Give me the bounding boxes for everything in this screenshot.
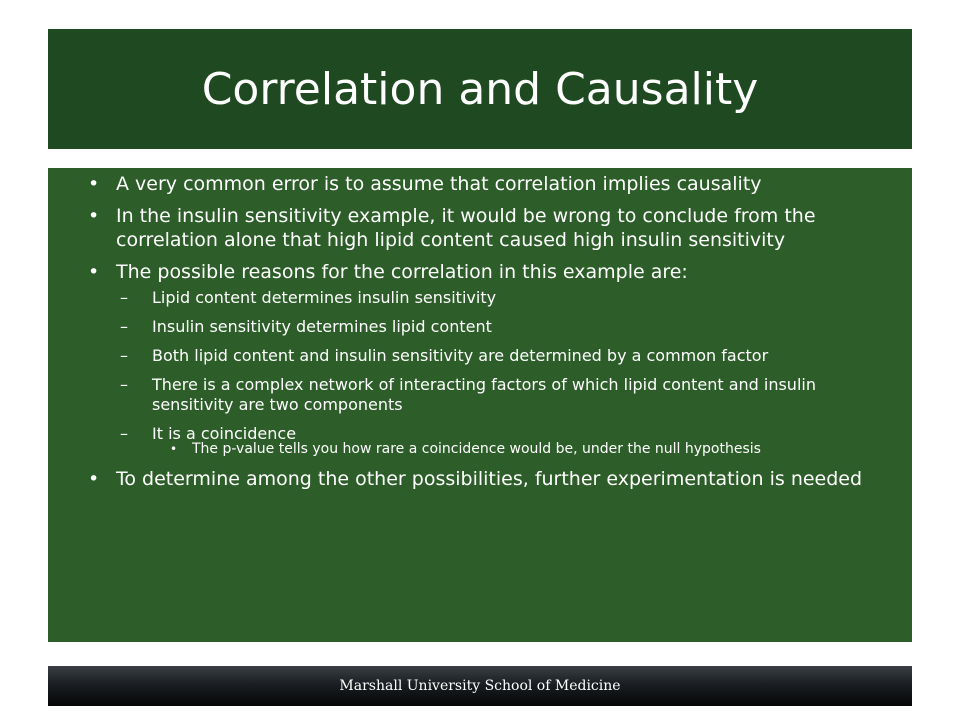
- bullet-dot-icon: •: [88, 468, 100, 490]
- sub-bullet-text: Lipid content determines insulin sensitivity: [152, 288, 497, 307]
- sub-bullet-text: Both lipid content and insulin sensitivity are determined by a common factor: [152, 346, 769, 365]
- dash-icon: –: [120, 375, 128, 394]
- bullet-list: [88, 172, 878, 491]
- sub-sub-bullet-text: The p-value tells you how rare a coincidence would be, under the null hypothesis: [192, 441, 761, 457]
- dash-icon: –: [120, 317, 128, 336]
- title-bar: [48, 29, 912, 149]
- sub-bullet-item: [88, 424, 878, 458]
- small-dot-icon: •: [170, 442, 178, 456]
- bullet-item: [88, 467, 878, 491]
- bullet-text: In the insulin sensitivity example, it would be wrong to conclude from the correlation alone that high lipid content caused high insulin sensitivity: [116, 205, 816, 251]
- bullet-item: [88, 204, 878, 252]
- sub-sub-bullet-list: [152, 440, 878, 458]
- sub-bullet-list: [116, 288, 878, 458]
- dash-icon: –: [120, 346, 128, 365]
- bullet-text: The possible reasons for the correlation in this example are:: [116, 261, 688, 283]
- sub-bullet-item: [88, 346, 878, 366]
- sub-bullet-text: It is a coincidence: [152, 424, 297, 443]
- bullet-text: A very common error is to assume that correlation implies causality: [116, 173, 762, 195]
- slide-title: Correlation and Causality: [201, 63, 759, 115]
- footer-bar: [48, 666, 912, 706]
- bullet-item: [88, 172, 878, 196]
- dash-icon: –: [120, 424, 128, 443]
- sub-bullet-item: [88, 317, 878, 337]
- bullet-dot-icon: •: [88, 261, 100, 283]
- footer-text: Marshall University School of Medicine: [339, 678, 621, 694]
- sub-sub-bullet-item: [88, 440, 878, 458]
- bullet-item: [88, 260, 878, 458]
- content-panel: [48, 168, 912, 642]
- dash-icon: –: [120, 288, 128, 307]
- bullet-text: To determine among the other possibilities, further experimentation is needed: [116, 468, 863, 490]
- sub-bullet-text: Insulin sensitivity determines lipid content: [152, 317, 492, 336]
- bullet-dot-icon: •: [88, 173, 100, 195]
- sub-bullet-item: [88, 375, 878, 415]
- bullet-dot-icon: •: [88, 205, 100, 227]
- sub-bullet-item: [88, 288, 878, 308]
- sub-bullet-text: There is a complex network of interacting factors of which lipid content and insulin sensitivity are two components: [152, 375, 816, 414]
